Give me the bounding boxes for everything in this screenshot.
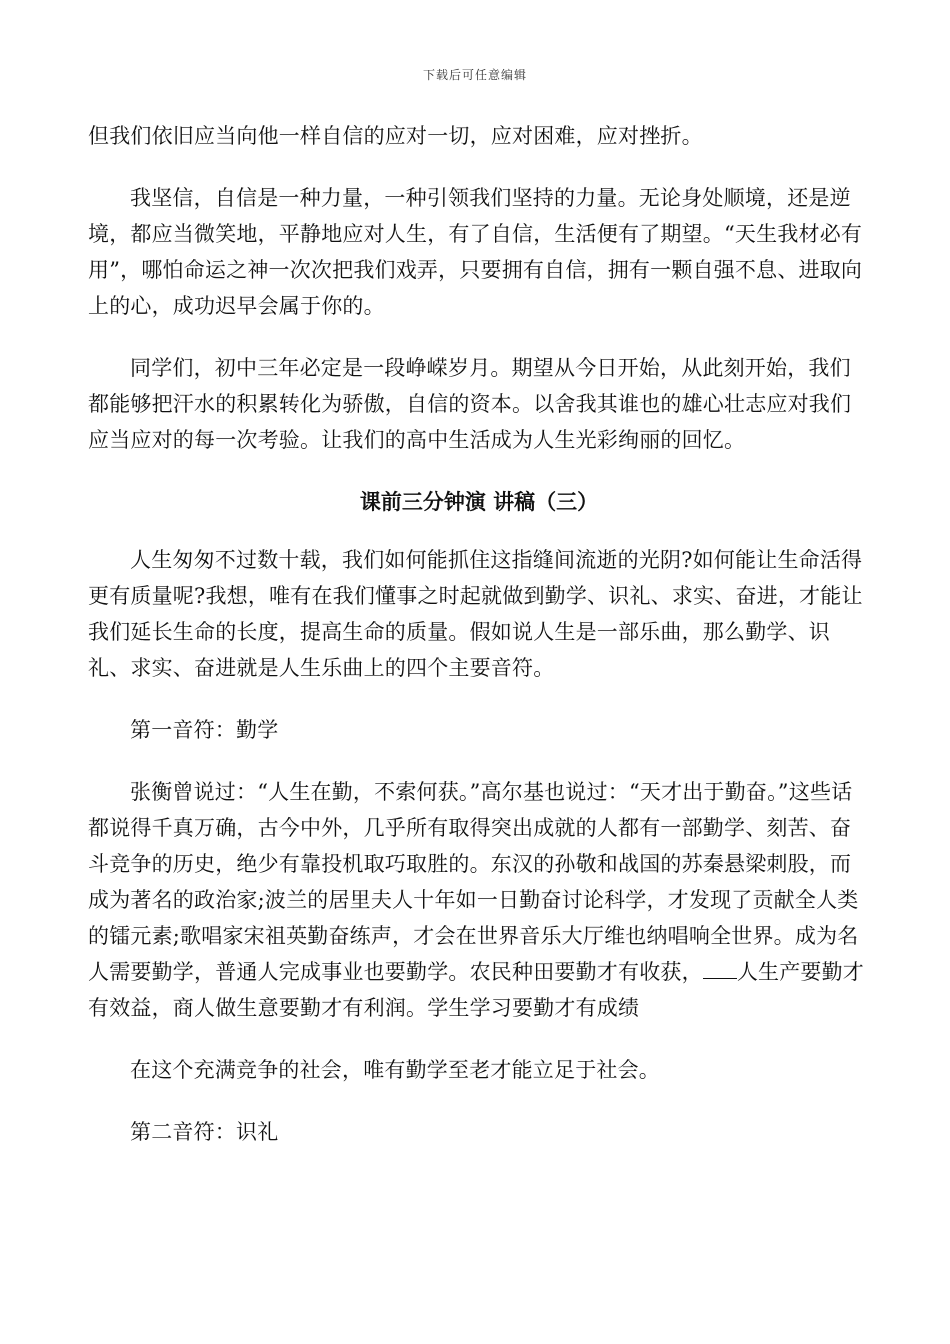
paragraph-3: 同学们，初中三年必定是一段峥嵘岁月。期望从今日开始，从此刻开始，我们都能够把汗水的积累转化为骄傲，自信的资本。以舍我其谁也的雄心壮志应对我们应当应对的每一次考验。让我们的高中生活成为人生光彩绚丽的回忆。 [88, 356, 852, 452]
document-body [88, 118, 870, 1176]
paragraph-6-part-1: 张衡曾说过：“人生在勤，不索何获。”高尔基也说过：“天才出于勤奋。”这些话都说得千真万确，古今中外，几乎所有取得突出成就的人都有一部勤学、刻苦、奋斗竞争的历史，绝少有靠投机取巧取胜的。东汉的孙敬和战国的苏秦悬梁刺股，而成为著名的政治家;波兰的居里夫人十年如一日勤奋讨论科学，才发现了贡献全人类的镭元素;歌唱家宋祖英勤奋练声，才会在世界音乐大厅维也纳唱响全世界。成为名人需要勤学，普通人完成事业也要勤学。农民种田要勤才有收获， [88, 780, 859, 984]
paragraph-6-part-2: 人生产要勤才有效益，商人做生意要勤才有利润。学生学习要勤才有成绩 [88, 960, 865, 1020]
paragraph-1: 但我们依旧应当向他一样自信的应对一切，应对困难，应对挫折。 [88, 124, 703, 148]
paragraph-5: 第一音符：勤学 [130, 718, 279, 742]
paragraph-4: 人生匆匆不过数十载，我们如何能抓住这指缝间流逝的光阴?如何能让生命活得更有质量呢?我想，唯有在我们懂事之时起就做到勤学、识礼、求实、奋进，才能让我们延长生命的长度，提高生命的质量。假如说人生是一部乐曲，那么勤学、识礼、求实、奋进就是人生乐曲上的四个主要音符。 [88, 548, 863, 680]
header-note: 下载后可任意编辑 [422, 68, 527, 82]
section-heading: 课前三分钟演 讲稿（三） [359, 490, 599, 514]
paragraph-8: 第二音符：识礼 [130, 1120, 279, 1144]
paragraph-2: 我坚信，自信是一种力量，一种引领我们坚持的力量。无论身处顺境，还是逆境，都应当微笑地，平静地应对人生，有了自信，生活便有了期望。“天生我材必有用”，哪怕命运之神一次次把我们戏弄，只要拥有自信，拥有一颗自强不息、进取向上的心，成功迟早会属于你的。 [88, 186, 863, 318]
paragraph-7: 在这个充满竞争的社会，唯有勤学至老才能立足于社会。 [130, 1058, 660, 1082]
paragraph-6 [88, 774, 870, 1026]
blank-underline [703, 958, 737, 979]
